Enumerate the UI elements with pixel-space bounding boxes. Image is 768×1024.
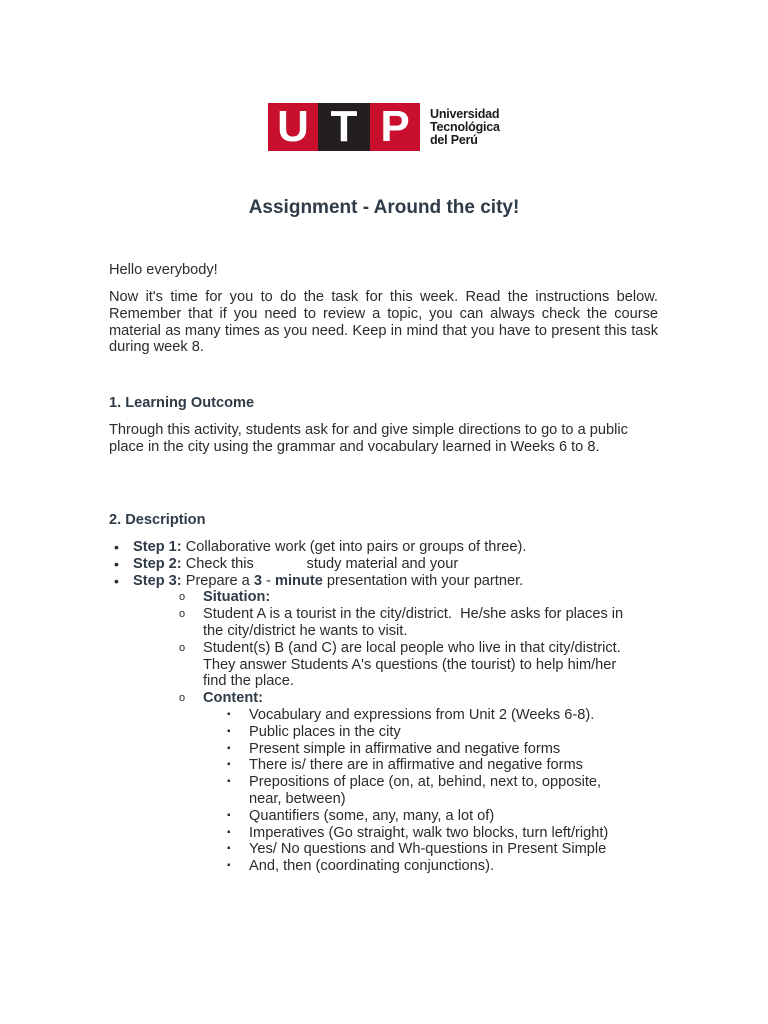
content-item-text: There is/ there are in affirmative and negative forms: [249, 757, 583, 774]
content-item-text: near, between): [249, 790, 346, 807]
content-item-text: Public places in the city: [249, 723, 401, 740]
sublist-item-student-a: [0, 606, 768, 623]
sublist-item-situation: [0, 589, 768, 606]
content-item: [0, 774, 768, 791]
university-name-line: Tecnológica: [430, 120, 500, 134]
step3-dash: -: [261, 572, 275, 589]
step3-number: 3: [253, 572, 262, 589]
description-list: [0, 539, 768, 875]
bullet-icon: •: [114, 572, 119, 589]
sublist-item-student-b: [0, 640, 768, 657]
square-bullet-icon: ▪: [227, 708, 231, 720]
student-a-text: the city/district he wants to visit.: [203, 622, 408, 639]
bullet-icon: •: [114, 539, 119, 555]
circle-bullet-icon: o: [179, 608, 186, 621]
logo-letter-u: U: [268, 103, 318, 151]
square-bullet-icon: ▪: [227, 843, 231, 855]
content-item-text: Quantifiers (some, any, many, a lot of): [249, 807, 495, 824]
step3-text-end: presentation with your partner.: [322, 572, 524, 589]
content-item: [0, 724, 768, 741]
list-item-step2: [0, 556, 768, 573]
content-item-text: Prepositions of place (on, at, behind, next to, opposite,: [249, 774, 602, 791]
step1-label: Step 1:: [133, 539, 182, 555]
content-item-text: Yes/ No questions and Wh-questions in Present Simple: [249, 841, 607, 858]
step1-text: Collaborative work (get into pairs or groups of three).: [181, 539, 527, 555]
square-bullet-icon: ▪: [227, 826, 231, 838]
content-item: [0, 858, 768, 875]
square-bullet-icon: ▪: [227, 860, 231, 872]
student-a-text: Student A is a tourist in the city/district. He/she asks for places in: [203, 606, 624, 623]
intro-paragraph: Now it's time for you to do the task for this week. Read the instructions below. Remember that if you need to review a topic, you can always check the course material as many times as you need. Keep in mind that you have to present this task during week 8.: [109, 289, 658, 356]
section-heading-learning-outcome: 1. Learning Outcome: [109, 395, 255, 411]
learning-outcome-text: Through this activity, students ask for and give simple directions to go to a public place in the city using the grammar and vocabulary learned in Weeks 6 to 8.: [109, 422, 628, 455]
content-item-text: Imperatives (Go straight, walk two blocks, turn left/right): [249, 824, 609, 841]
circle-bullet-icon: o: [179, 591, 186, 604]
content-item: [0, 741, 768, 758]
section-heading-description: 2. Description: [109, 512, 206, 528]
content-item-text: Present simple in affirmative and negative forms: [249, 740, 561, 757]
situation-label: Situation:: [203, 589, 271, 606]
square-bullet-icon: ▪: [227, 742, 231, 754]
content-label: Content:: [203, 690, 263, 707]
student-b-text: Student(s) B (and C) are local people who live in that city/district.: [203, 639, 621, 656]
content-item: [0, 808, 768, 825]
logo-letter-t: T: [318, 103, 370, 151]
sublist-item-student-a-cont: [0, 623, 768, 640]
university-name-line: del Perú: [430, 133, 478, 147]
content-item-text: Vocabulary and expressions from Unit 2 (Weeks 6-8).: [249, 706, 595, 723]
square-bullet-icon: ▪: [227, 776, 231, 788]
sublist-item-content: [0, 690, 768, 707]
university-name: [430, 108, 500, 147]
document-title: Assignment - Around the city!: [248, 197, 520, 218]
content-item: [0, 825, 768, 842]
sublist-item-student-b-cont: [0, 673, 768, 690]
content-item: [0, 841, 768, 858]
step2-text: Check this study material and your: [181, 555, 459, 572]
square-bullet-icon: ▪: [227, 809, 231, 821]
student-b-text: They answer Students A's questions (the tourist) to help him/her: [203, 656, 617, 673]
square-bullet-icon: ▪: [227, 759, 231, 771]
step2-label: Step 2:: [133, 555, 182, 572]
step3-unit: minute: [274, 572, 323, 589]
content-item-text: And, then (coordinating conjunctions).: [249, 858, 495, 875]
step3-label: Step 3:: [133, 572, 182, 589]
step3-text: Prepare a: [181, 572, 254, 589]
circle-bullet-icon: o: [179, 641, 186, 654]
content-item-cont: [0, 791, 768, 808]
sublist-item-student-b-cont: [0, 657, 768, 674]
list-item-step3: [0, 573, 768, 590]
student-b-text: find the place.: [203, 673, 294, 690]
circle-bullet-icon: o: [179, 692, 186, 705]
bullet-icon: •: [114, 555, 119, 572]
university-name-line: Universidad: [430, 107, 500, 121]
utp-logo: [268, 103, 500, 151]
square-bullet-icon: ▪: [227, 725, 231, 737]
content-item: [0, 757, 768, 774]
logo-letter-p: P: [370, 103, 420, 151]
content-item: [0, 707, 768, 724]
list-item-step1: [0, 539, 768, 556]
greeting: Hello everybody!: [109, 262, 218, 278]
